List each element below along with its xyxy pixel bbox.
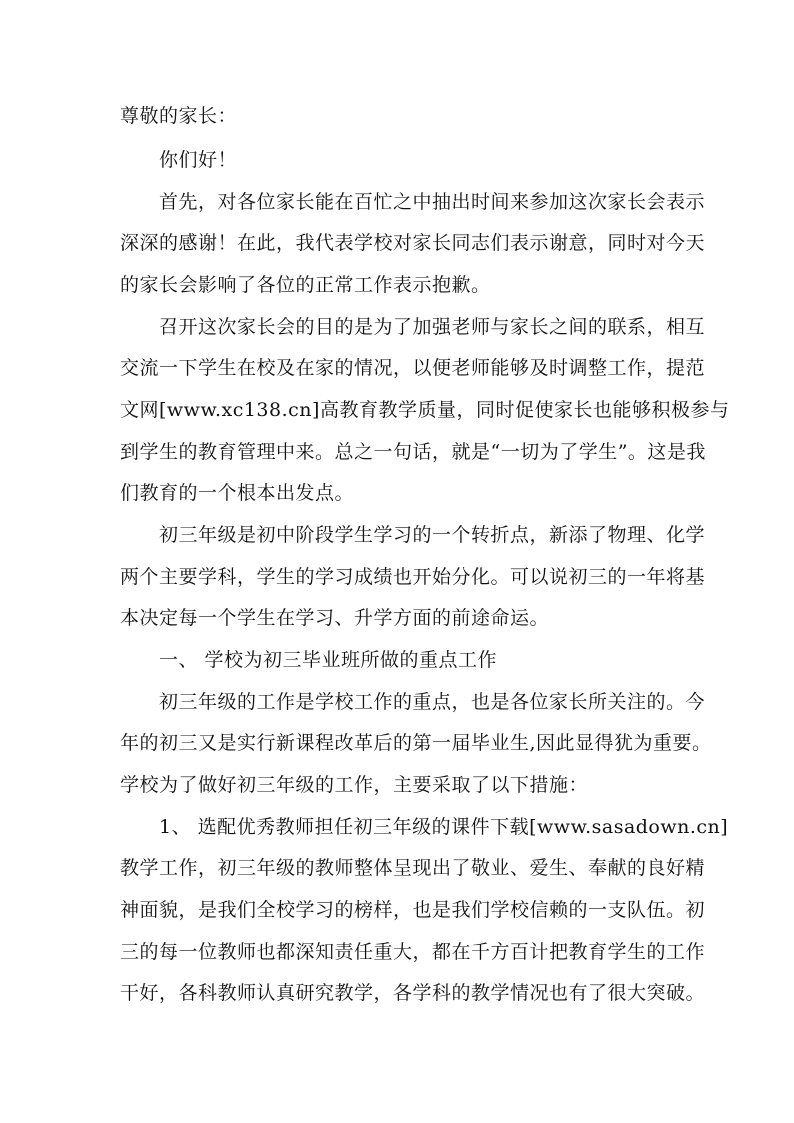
paragraph-line: 交流一下学生在校及在家的情况，以便老师能够及时调整工作，提范 <box>120 357 706 379</box>
paragraph-line: 深深的感谢！在此，我代表学校对家长同志们表示谢意，同时对今天 <box>120 232 706 254</box>
paragraph-line: 召开这次家长会的目的是为了加强老师与家长之间的联系，相互 <box>159 316 706 338</box>
paragraph-line: 教学工作，初三年级的教师整体呈现出了敬业、爱生、奉献的良好精 <box>120 857 706 879</box>
paragraph-line: 神面貌，是我们全校学习的榜样，也是我们学校信赖的一支队伍。初 <box>120 899 706 921</box>
paragraph-line: 初三年级是初中阶段学生学习的一个转折点，新添了物理、化学 <box>159 524 706 546</box>
paragraph-line: 文网[www.xc138.cn]高教育教学质量，同时促使家长也能够积极参与 <box>120 399 730 421</box>
paragraph-line: 首先，对各位家长能在百忙之中抽出时间来参加这次家长会表示 <box>159 191 706 213</box>
paragraph-line: 学校为了做好初三年级的工作，主要采取了以下措施： <box>120 774 589 796</box>
paragraph-line: 的家长会影响了各位的正常工作表示抱歉。 <box>120 274 491 296</box>
paragraph-line: 本决定每一个学生在学习、升学方面的前途命运。 <box>120 607 550 629</box>
paragraph-line: 到学生的教育管理中来。总之一句话，就是“一切为了学生”。这是我 <box>120 441 706 463</box>
paragraph-line: 们教育的一个根本出发点。 <box>120 482 355 504</box>
section-heading: 一、 学校为初三毕业班所做的重点工作 <box>159 649 498 671</box>
list-item-heading: 1、 选配优秀教师担任初三年级的课件下载[www.sasadown.cn] <box>159 816 729 838</box>
paragraph-line: 两个主要学科，学生的学习成绩也开始分化。可以说初三的一年将基 <box>120 566 706 588</box>
paragraph-line: 你们好！ <box>159 149 238 171</box>
paragraph-line: 年的初三又是实行新课程改革后的第一届毕业生,因此显得犹为重要。 <box>120 732 712 754</box>
salutation: 尊敬的家长： <box>120 105 238 127</box>
paragraph-line: 干好，各科教师认真研究教学，各学科的教学情况也有了很大突破。 <box>120 982 706 1004</box>
paragraph-line: 三的每一位教师也都深知责任重大，都在千方百计把教育学生的工作 <box>120 941 706 963</box>
paragraph-line: 初三年级的工作是学校工作的重点，也是各位家长所关注的。今 <box>159 691 706 713</box>
